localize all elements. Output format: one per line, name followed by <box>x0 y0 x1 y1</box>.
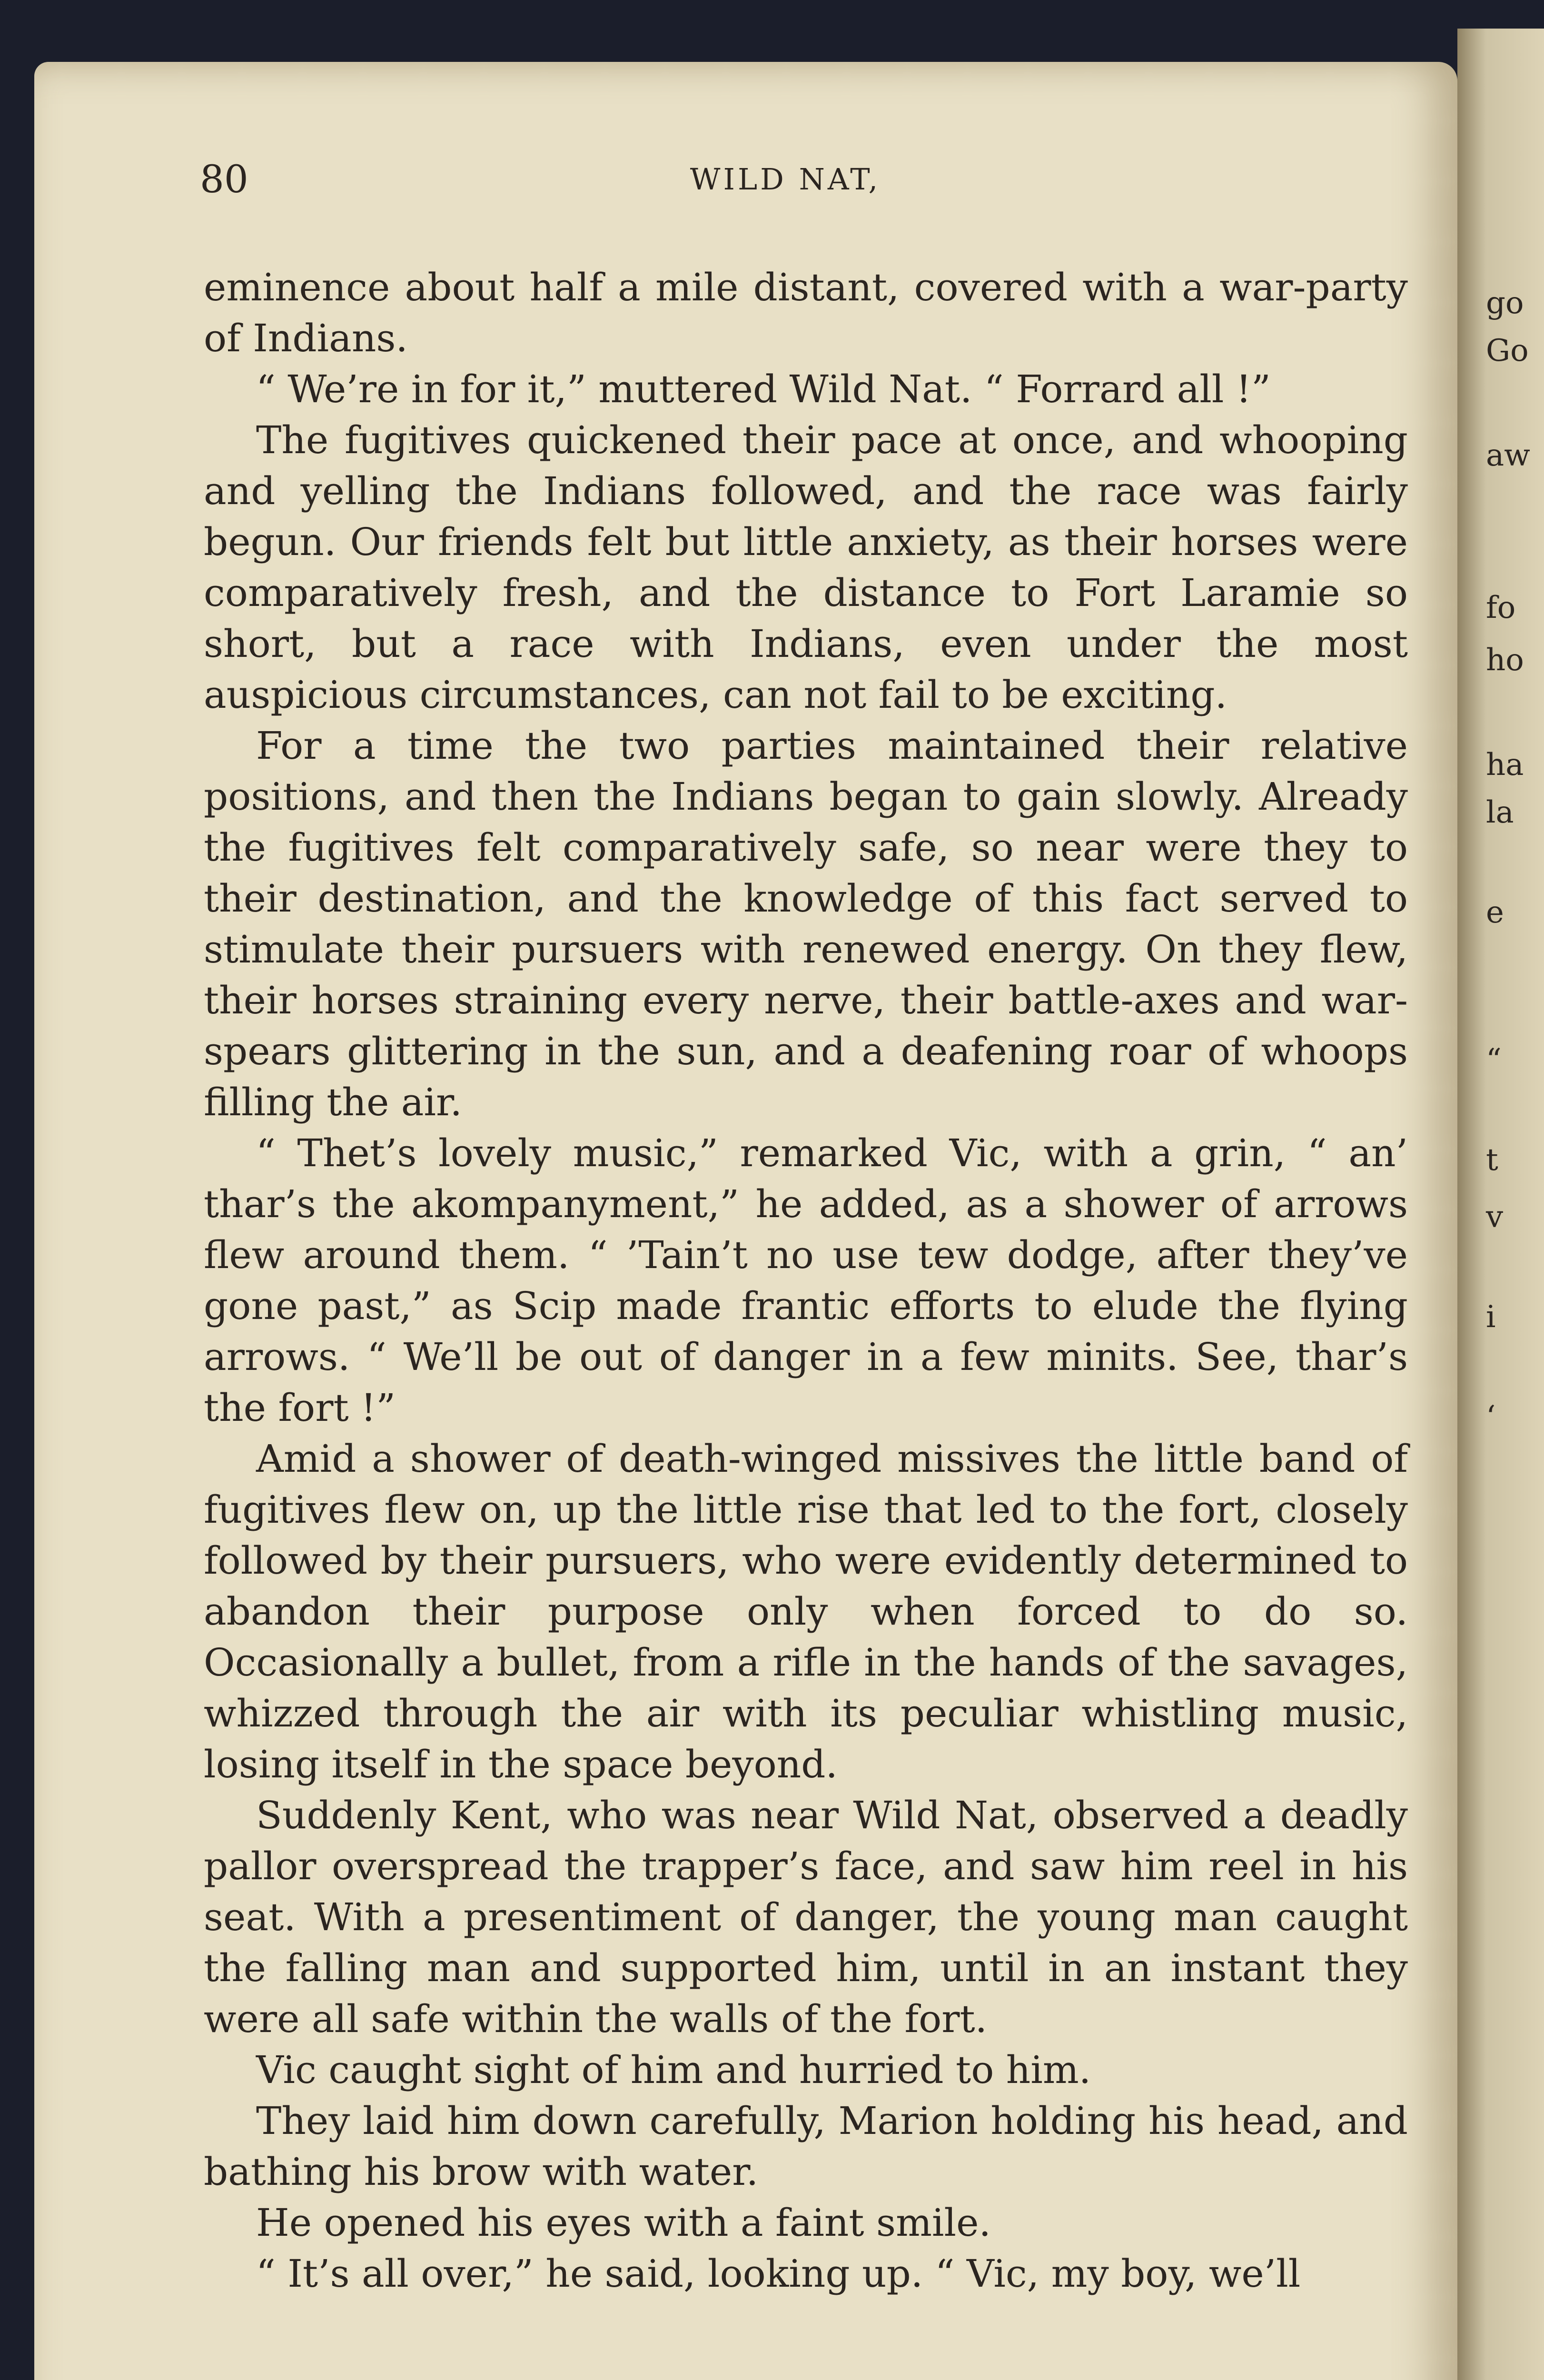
paragraph: Vic caught sight of him and hurried to him. <box>256 2048 1091 2092</box>
paragraph: For a time the two parties maintained their relative positions, and then the Indians began to gain slowly. Already the fugitives felt comparatively safe, so near were they to their destination, and the knowledge of this fact served to stimulate their pursuers with renewed energy. On they flew, their horses straining every nerve, their battle-axes and war-spears glittering in the sun, and a deafening roar of whoops filling the air. <box>204 724 1408 1124</box>
next-page-fragment: t <box>1486 1142 1498 1178</box>
next-page-fragment: go <box>1486 286 1524 321</box>
next-page-fragment: v <box>1486 1200 1504 1235</box>
paragraph: “ We’re in for it,” muttered Wild Nat. “ Forrard all !” <box>256 367 1271 411</box>
next-page-fragment: Go <box>1486 333 1529 368</box>
next-page-fragment: fo <box>1486 590 1516 625</box>
running-title: WILD NAT, <box>690 162 881 197</box>
next-page-fragment: aw <box>1486 438 1530 473</box>
paragraph: The fugitives quickened their pace at once, and whooping and yelling the Indians followed, and the race was fairly begun. Our friends felt but little anxiety, as their horses were comparatively fresh, and the distance to Fort Laramie so short, but a race with Indians, even under the most auspicious circumstances, can not fail to be exciting. <box>204 418 1408 717</box>
next-page-fragment: “ <box>1486 1042 1502 1078</box>
paragraph: Amid a shower of death-winged missives the little band of fugitives flew on, up the little rise that led to the fort, closely followed by their pursuers, who were evidently determined to abandon their purpose only when forced to do so. Occasionally a bullet, from a rifle in the hands of the savages, whizzed through the air with its peculiar whistling music, losing itself in the space beyond. <box>204 1437 1408 1786</box>
paragraph: “ Thet’s lovely music,” remarked Vic, with a grin, “ an’ thar’s the akompanyment,” he added, as a shower of arrows flew around them. “ ’Tain’t no use tew dodge, after they’ve gone past,” as Scip made frantic efforts to elude the flying arrows. “ We’ll be out of danger in a few minits. See, thar’s the fort !” <box>204 1131 1408 1430</box>
paragraph: He opened his eyes with a faint smile. <box>256 2201 991 2245</box>
paragraph: They laid him down carefully, Marion holding his head, and bathing his brow with water. <box>204 2099 1408 2194</box>
paragraph: Suddenly Kent, who was near Wild Nat, observed a deadly pallor overspread the trapper’s face, and saw him reel in his seat. With a presentiment of danger, the young man caught the falling man and supported him, until in an instant they were all safe within the walls of the fort. <box>204 1793 1408 2041</box>
next-page-fragment: la <box>1486 795 1514 830</box>
paragraph: eminence about half a mile distant, covered with a war-party of Indians. <box>204 265 1408 360</box>
next-page-fragment: i <box>1486 1299 1496 1335</box>
paragraph: “ It’s all over,” he said, looking up. “ Vic, my boy, we’ll <box>256 2251 1301 2296</box>
page-number: 80 <box>200 157 248 201</box>
body-text <box>204 262 1408 2299</box>
next-page-fragment: ha <box>1486 747 1524 783</box>
next-page-fragment: ‘ <box>1486 1399 1496 1435</box>
page-header <box>167 157 1404 214</box>
next-page-fragment: ho <box>1486 643 1524 678</box>
next-page-fragment: e <box>1486 895 1504 930</box>
next-page-edge <box>1457 29 1544 2380</box>
